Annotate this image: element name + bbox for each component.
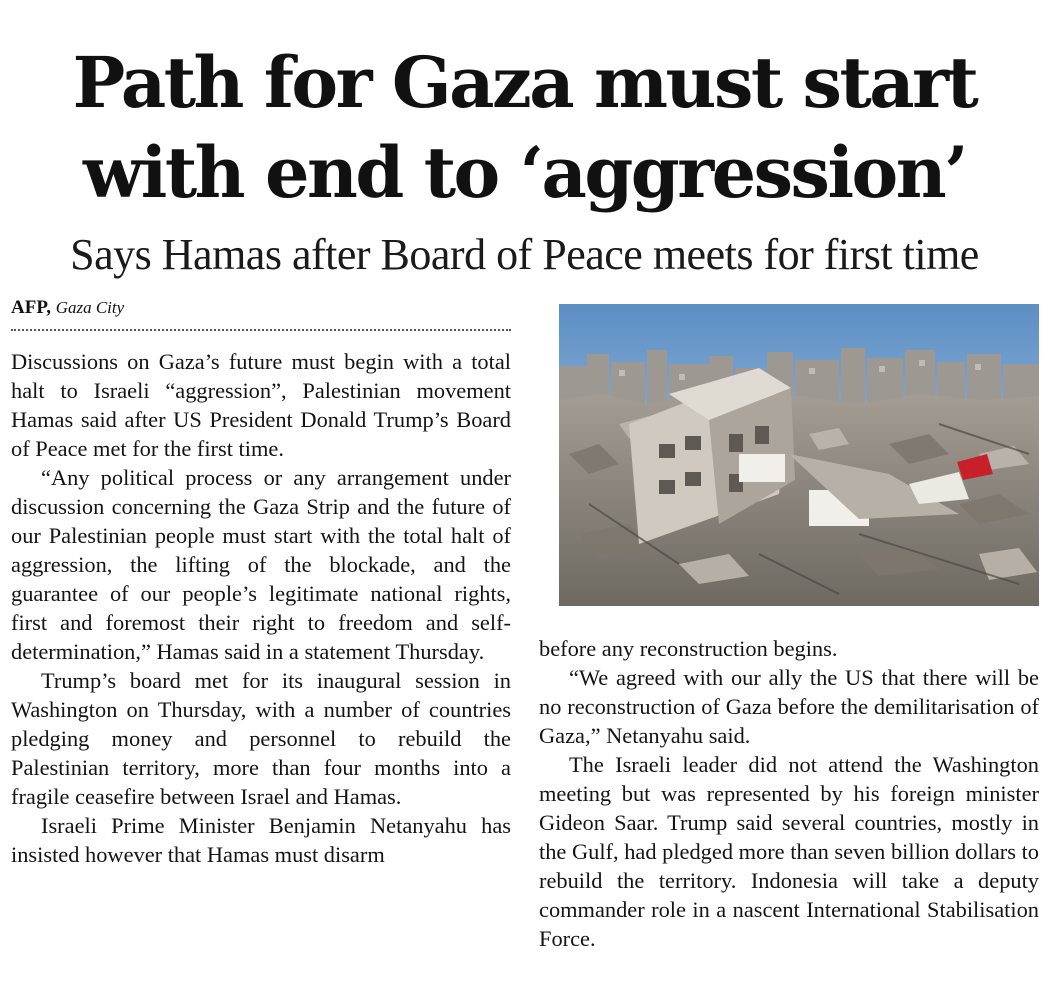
- headline-line-1: Path for Gaza must start: [72, 41, 977, 124]
- article-paragraph: “Any political process or any arrangement under discussion concerning the Gaza Strip and the future of our Palestinian people must start with the total halt of aggression, the lifting of the blockade, and the guarantee of our people’s legitimate national rights, first and foremost their right to freedom and self-determination,” Hamas said in a statement Thursday.: [11, 465, 511, 664]
- article-column-right: [539, 634, 1039, 953]
- headline-line-2: with end to ‘aggression’: [83, 131, 966, 214]
- headline: [0, 38, 1049, 218]
- byline-divider: [11, 329, 511, 331]
- byline-location: Gaza City: [55, 298, 125, 317]
- article-paragraph: Trump’s board met for its inaugural session in Washington on Thursday, with a number of countries pledging money and personnel to rebuild the Palestinian territory, more than four months into a fragile ceasefire between Israel and Hamas.: [11, 668, 511, 809]
- article-paragraph: The Israeli leader did not attend the Washington meeting but was represented by his foreign minister Gideon Saar. Trump said several countries, mostly in the Gulf, had pledged more than seven billion dollars to rebuild the territory. Indonesia will take a deputy commander role in a nascent International Stabilisation Force.: [539, 752, 1039, 951]
- byline: [11, 296, 511, 320]
- article-column-left: [11, 347, 511, 869]
- article-paragraph: “We agreed with our ally the US that there will be no reconstruction of Gaza before the demilitarisation of Gaza,” Netanyahu said.: [539, 665, 1039, 748]
- article-paragraph: before any reconstruction begins.: [539, 636, 838, 661]
- byline-agency: AFP,: [11, 297, 51, 318]
- article-paragraph: Discussions on Gaza’s future must begin with a total halt to Israeli “aggression”, Palestinian movement Hamas said after US President Donald Trump’s Board of Peace met for the first time.: [11, 349, 511, 461]
- subheadline: Says Hamas after Board of Peace meets for first time: [70, 230, 979, 279]
- photo-rubble-image: [559, 304, 1039, 606]
- article-paragraph: Israeli Prime Minister Benjamin Netanyahu has insisted however that Hamas must disarm: [11, 813, 511, 867]
